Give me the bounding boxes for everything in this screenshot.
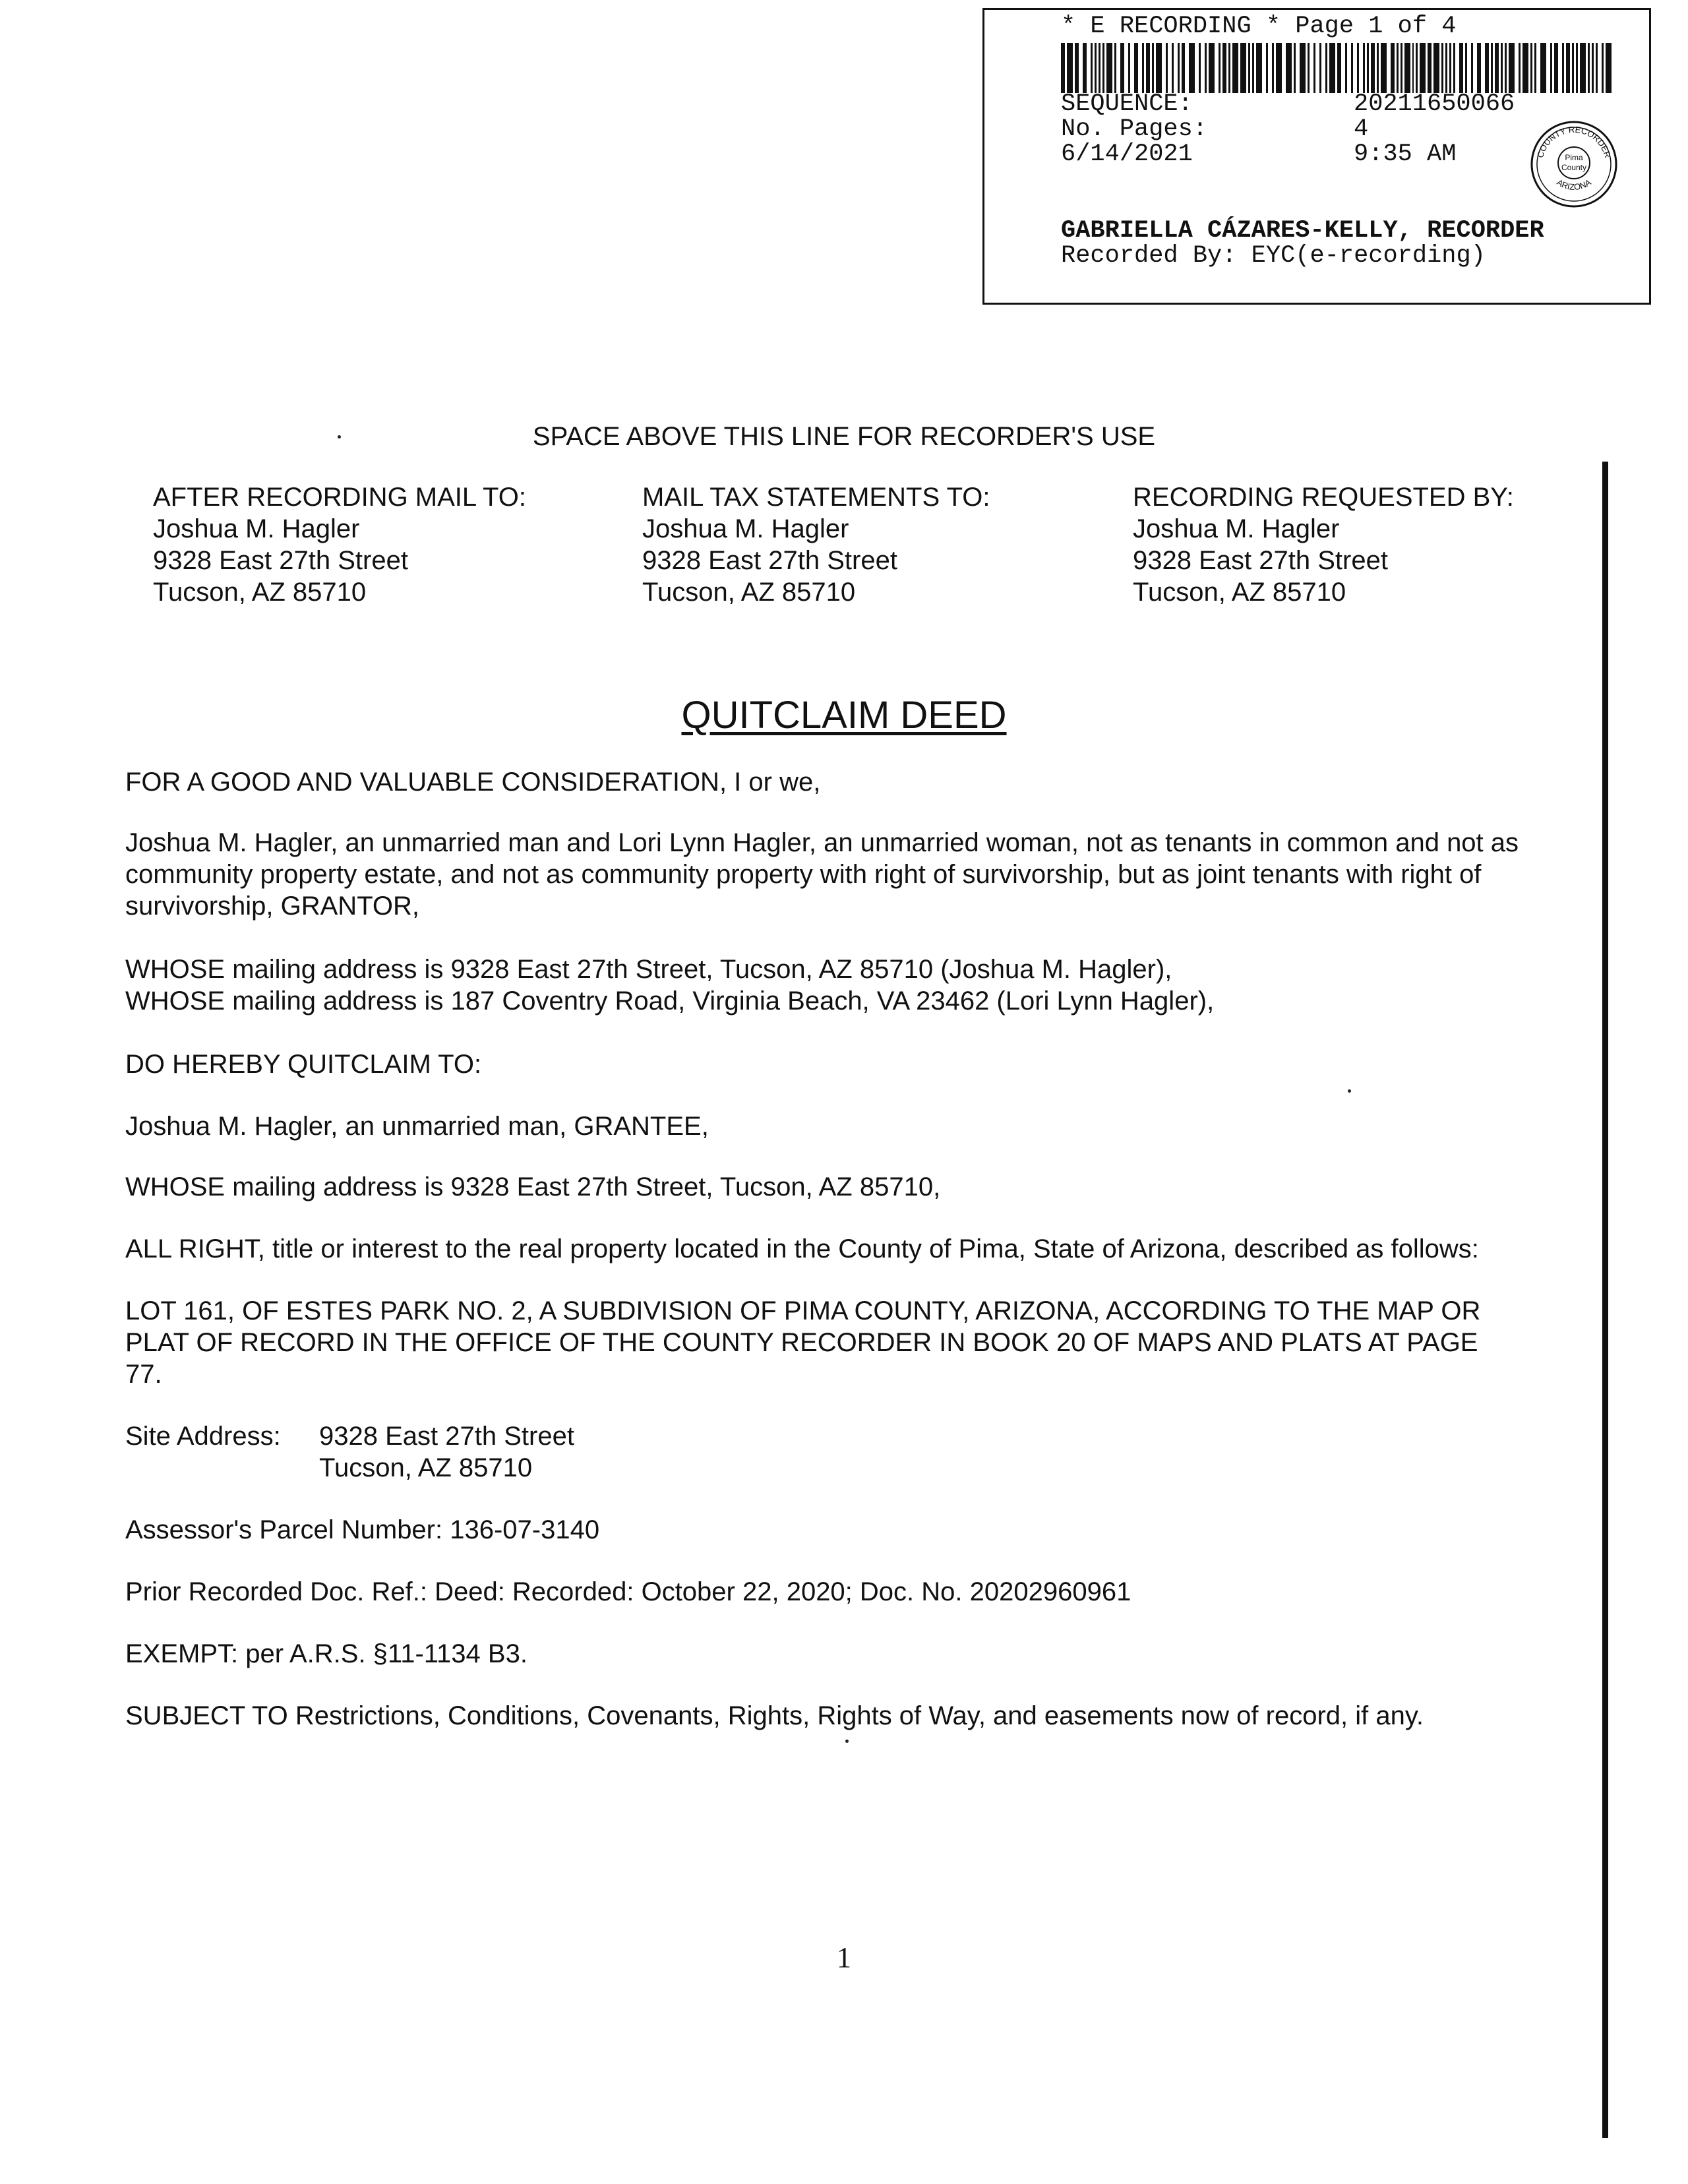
barcode-bar bbox=[1519, 43, 1521, 93]
right-margin-rule bbox=[1602, 462, 1608, 2138]
subject-to-line: SUBJECT TO Restrictions, Conditions, Covenants, Rights, Rights of Way, and easements now of record, if any. bbox=[125, 1701, 1424, 1730]
after-recording-mail-to bbox=[153, 481, 526, 608]
barcode-bar bbox=[1401, 43, 1402, 93]
barcode-bar bbox=[1377, 43, 1379, 93]
barcode-bar bbox=[1266, 43, 1268, 93]
barcode-bar bbox=[1540, 43, 1546, 93]
barcode-bar bbox=[1588, 43, 1590, 93]
barcode-bar bbox=[1329, 43, 1335, 93]
barcode-bar bbox=[1228, 43, 1230, 93]
recording-requested-by bbox=[1133, 481, 1514, 608]
barcode-bar bbox=[1592, 43, 1594, 93]
barcode-bar bbox=[1445, 43, 1447, 93]
barcode-bar bbox=[1061, 43, 1065, 93]
column-heading: AFTER RECORDING MAIL TO: bbox=[153, 483, 526, 512]
legal-description bbox=[125, 1295, 1480, 1390]
prior-document-line: Prior Recorded Doc. Ref.: Deed: Recorded: October 22, 2020; Doc. No. 20202960961 bbox=[125, 1577, 1131, 1606]
address-name: Joshua M. Hagler bbox=[642, 514, 849, 543]
barcode-bar bbox=[1172, 43, 1174, 93]
barcode-bar bbox=[1530, 43, 1532, 93]
page-number: 1 bbox=[837, 1941, 851, 1974]
barcode-bar bbox=[1602, 43, 1604, 93]
sequence-value: 20211650066 bbox=[1354, 90, 1515, 118]
exempt-line: EXEMPT: per A.R.S. §11-1134 B3. bbox=[125, 1639, 528, 1668]
site-address-line1: 9328 East 27th Street bbox=[319, 1422, 574, 1451]
barcode-bar bbox=[1357, 43, 1359, 93]
barcode-bar bbox=[1189, 43, 1195, 93]
barcode-bar bbox=[1272, 43, 1274, 93]
barcode-bar bbox=[1178, 43, 1180, 93]
barcode-bar bbox=[1099, 43, 1100, 93]
barcode-bar bbox=[1209, 43, 1215, 93]
barcode-bar bbox=[1308, 43, 1310, 93]
all-right-line: ALL RIGHT, title or interest to the real property located in the County of Pima, State of Arizona, described as follows: bbox=[125, 1234, 1479, 1263]
legal-description-line: 77. bbox=[125, 1360, 162, 1389]
barcode-bar bbox=[1134, 43, 1138, 93]
barcode-bar bbox=[1256, 43, 1262, 93]
barcode-bar bbox=[1449, 43, 1451, 93]
grantor-line: Joshua M. Hagler, an unmarried man and Lori Lynn Hagler, an unmarried woman, not as tenants in common and not as bbox=[125, 828, 1519, 857]
barcode-bar bbox=[1199, 43, 1201, 93]
barcode-bar bbox=[1465, 43, 1467, 93]
barcode-bar bbox=[1416, 43, 1418, 93]
barcode-bar bbox=[1495, 43, 1499, 93]
barcode-bar bbox=[1337, 43, 1341, 93]
address-street: 9328 East 27th Street bbox=[153, 546, 408, 575]
mailing-address-line: WHOSE mailing address is 9328 East 27th Street, Tucson, AZ 85710 (Joshua M. Hagler), bbox=[125, 955, 1172, 984]
barcode-bar bbox=[1152, 43, 1154, 93]
barcode-bar bbox=[1606, 43, 1612, 93]
column-heading: RECORDING REQUESTED BY: bbox=[1133, 483, 1514, 512]
grantor-line: survivorship, GRANTOR, bbox=[125, 892, 420, 921]
barcode-bar bbox=[1156, 43, 1162, 93]
barcode-bar bbox=[1381, 43, 1387, 93]
barcode-bar bbox=[1142, 43, 1144, 93]
barcode-bar bbox=[1345, 43, 1347, 93]
recorder-name: GABRIELLA CÁZARES-KELLY, RECORDER bbox=[1061, 217, 1544, 245]
legal-description-line: PLAT OF RECORD IN THE OFFICE OF THE COUNTY RECORDER IN BOOK 20 OF MAPS AND PLATS AT PAGE bbox=[125, 1328, 1478, 1357]
barcode-bar bbox=[1572, 43, 1574, 93]
barcode-bar bbox=[1501, 43, 1503, 93]
barcode-bar bbox=[1232, 43, 1238, 93]
column-heading: MAIL TAX STATEMENTS TO: bbox=[642, 483, 990, 512]
barcode-bar bbox=[1102, 43, 1104, 93]
barcode-bar bbox=[1596, 43, 1598, 93]
recorded-by: Recorded By: EYC(e-recording) bbox=[1061, 242, 1486, 270]
barcode-bar bbox=[1433, 43, 1439, 93]
county-recorder-seal bbox=[1529, 119, 1619, 209]
stamp-header: * E RECORDING * Page 1 of 4 bbox=[1061, 13, 1457, 40]
site-address-label: Site Address: bbox=[125, 1422, 281, 1451]
barcode-bar bbox=[1491, 43, 1493, 93]
barcode-bar bbox=[1477, 43, 1481, 93]
barcode-bar bbox=[1276, 43, 1282, 93]
barcode-bar bbox=[1471, 43, 1473, 93]
grantor-line: community property estate, and not as community property with right of survivorship, but as joint tenants with right of bbox=[125, 860, 1482, 889]
sequence-label: SEQUENCE: bbox=[1061, 90, 1193, 118]
barcode-bar bbox=[1485, 43, 1489, 93]
barcode-bar bbox=[1363, 43, 1365, 93]
barcode-bar bbox=[1554, 43, 1558, 93]
barcode bbox=[1061, 43, 1613, 93]
consideration-line: FOR A GOOD AND VALUABLE CONSIDERATION, I or we, bbox=[125, 768, 821, 797]
barcode-bar bbox=[1166, 43, 1168, 93]
pages-label: No. Pages: bbox=[1061, 115, 1208, 143]
barcode-bar bbox=[1128, 43, 1130, 93]
barcode-bar bbox=[1550, 43, 1552, 93]
barcode-bar bbox=[1300, 43, 1306, 93]
barcode-bar bbox=[1114, 43, 1116, 93]
barcode-bar bbox=[1351, 43, 1353, 93]
barcode-bar bbox=[1313, 43, 1315, 93]
barcode-bar bbox=[1240, 43, 1246, 93]
barcode-bar bbox=[1146, 43, 1150, 93]
barcode-bar bbox=[1420, 43, 1426, 93]
barcode-bar bbox=[1509, 43, 1515, 93]
parcel-number-line: Assessor's Parcel Number: 136-07-3140 bbox=[125, 1515, 600, 1544]
barcode-bar bbox=[1248, 43, 1250, 93]
barcode-bar bbox=[1391, 43, 1395, 93]
barcode-bar bbox=[1252, 43, 1254, 93]
barcode-bar bbox=[1367, 43, 1369, 93]
barcode-bar bbox=[1580, 43, 1586, 93]
barcode-bar bbox=[1404, 43, 1410, 93]
recording-date: 6/14/2021 bbox=[1061, 140, 1193, 168]
address-name: Joshua M. Hagler bbox=[153, 514, 360, 543]
grantor-paragraph bbox=[125, 827, 1519, 922]
barcode-bar bbox=[1319, 43, 1321, 93]
grantee-line: Joshua M. Hagler, an unmarried man, GRANTEE, bbox=[125, 1112, 709, 1141]
legal-description-line: LOT 161, OF ESTES PARK NO. 2, A SUBDIVISION OF PIMA COUNTY, ARIZONA, ACCORDING TO THE MAP OR bbox=[125, 1296, 1481, 1325]
barcode-bar bbox=[1294, 43, 1296, 93]
address-street: 9328 East 27th Street bbox=[642, 546, 897, 575]
barcode-bar bbox=[1441, 43, 1443, 93]
barcode-bar bbox=[1120, 43, 1124, 93]
barcode-bar bbox=[1182, 43, 1186, 93]
address-name: Joshua M. Hagler bbox=[1133, 514, 1340, 543]
site-address-line2: Tucson, AZ 85710 bbox=[319, 1453, 533, 1482]
grantor-mailing-addresses bbox=[125, 954, 1214, 1017]
address-street: 9328 East 27th Street bbox=[1133, 546, 1388, 575]
barcode-bar bbox=[1562, 43, 1564, 93]
grantee-mailing-line: WHOSE mailing address is 9328 East 27th Street, Tucson, AZ 85710, bbox=[125, 1172, 941, 1201]
barcode-bar bbox=[1397, 43, 1399, 93]
barcode-bar bbox=[1219, 43, 1221, 93]
barcode-bar bbox=[1576, 43, 1578, 93]
document-title: QUITCLAIM DEED bbox=[681, 694, 1007, 737]
barcode-bar bbox=[1522, 43, 1528, 93]
barcode-bar bbox=[1566, 43, 1570, 93]
barcode-bar bbox=[1459, 43, 1463, 93]
barcode-bar bbox=[1075, 43, 1079, 93]
barcode-bar bbox=[1095, 43, 1097, 93]
barcode-bar bbox=[1106, 43, 1112, 93]
barcode-bar bbox=[1083, 43, 1087, 93]
seal-top-text: COUNTY RECORDER bbox=[1535, 124, 1613, 159]
barcode-bar bbox=[1222, 43, 1226, 93]
address-city: Tucson, AZ 85710 bbox=[153, 578, 367, 607]
barcode-bar bbox=[1091, 43, 1093, 93]
quitclaim-to-line: DO HEREBY QUITCLAIM TO: bbox=[125, 1050, 482, 1079]
barcode-bar bbox=[1325, 43, 1327, 93]
recording-time: 9:35 AM bbox=[1354, 140, 1457, 168]
barcode-bar bbox=[1505, 43, 1507, 93]
pages-value: 4 bbox=[1354, 115, 1369, 143]
recorder-use-line: SPACE ABOVE THIS LINE FOR RECORDER'S USE bbox=[532, 422, 1156, 451]
barcode-bar bbox=[1453, 43, 1455, 93]
barcode-bar bbox=[1371, 43, 1375, 93]
barcode-bar bbox=[1286, 43, 1292, 93]
mailing-address-line: WHOSE mailing address is 187 Coventry Road, Virginia Beach, VA 23462 (Lori Lynn Hagler), bbox=[125, 986, 1215, 1016]
mail-tax-statements-to bbox=[642, 481, 990, 608]
barcode-bar bbox=[1205, 43, 1207, 93]
barcode-bar bbox=[1412, 43, 1414, 93]
recording-stamp bbox=[982, 8, 1651, 305]
seal-center-line1: Pima bbox=[1565, 153, 1583, 162]
seal-center-line2: County bbox=[1561, 163, 1587, 172]
barcode-bar bbox=[1534, 43, 1536, 93]
scan-speck bbox=[845, 1740, 849, 1743]
seal-bottom-text: ARIZONA bbox=[1555, 177, 1593, 193]
barcode-bar bbox=[1067, 43, 1073, 93]
scan-speck bbox=[1348, 1089, 1351, 1093]
barcode-bar bbox=[1428, 43, 1432, 93]
address-city: Tucson, AZ 85710 bbox=[1133, 578, 1346, 607]
address-city: Tucson, AZ 85710 bbox=[642, 578, 856, 607]
